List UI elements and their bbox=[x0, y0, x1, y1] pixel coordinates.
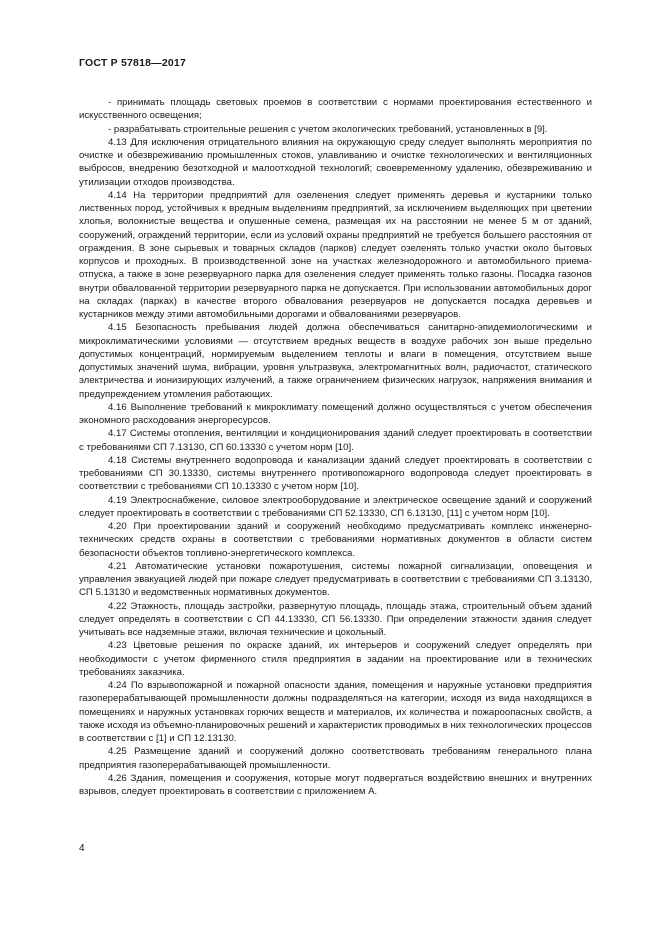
paragraph-4-20: 4.20 При проектировании зданий и сооружений необходимо предусматривать комплекс инженерно-технических средств охраны в соответствии с требованиями нормативных документов в области систем безопасности объектов топливно-энергетического комплекса. bbox=[79, 521, 592, 559]
paragraph-4-16: 4.16 Выполнение требований к микроклимату помещений должно осуществляться с учетом обеспечения экономного расходования энергоресурсов. bbox=[79, 401, 592, 426]
paragraph-4-21: 4.21 Автоматические установки пожаротушения, системы пожарной сигнализации, оповещения и управления эвакуацией людей при пожаре следует предусматривать в соответствии с требованиями СП 3.13130, СП 5.13130 и ведомственных нормативных документов. bbox=[79, 560, 592, 599]
body-text bbox=[79, 96, 592, 798]
page-number: 4 bbox=[79, 843, 85, 854]
paragraph-4-17: 4.17 Системы отопления, вентиляции и кондиционирования зданий следует проектировать в соответствии с требованиями СП 7.13130, СП 60.13330 с учетом норм [10]. bbox=[79, 428, 592, 453]
paragraph: - принимать площадь световых проемов в соответствии с нормами проектирования естественного и искусственного освещения; bbox=[79, 97, 592, 122]
paragraph-4-22: 4.22 Этажность, площадь застройки, развернутую площадь, площадь этажа, строительный объем зданий следует определять в соответствии с СП 44.13330, СП 56.13330. При определении этажности здания следует учитывать все надземные этажи, включая технические и цокольный. bbox=[79, 600, 592, 638]
paragraph-4-24: 4.24 По взрывопожарной и пожарной опасности здания, помещения и наружные установки предприятия газоперерабатывающей промышленности должны подразделяться на категории, исходя из вида находящихся в помещениях и наружных установках горючих веществ и материалов, их количества и пожароопасных свойств, а также исходя из объемно-планировочных решений и характеристик проводимых в них технологических процессов в соответствии с [1] и СП 12.13130. bbox=[79, 680, 592, 744]
paragraph: - разрабатывать строительные решения с учетом экологических требований, установленных в [9]. bbox=[108, 123, 548, 135]
paragraph-4-19: 4.19 Электроснабжение, силовое электрооборудование и электрическое освещение зданий и сооружений следует проектировать в соответствии с требованиями СП 52.13330, СП 6.13130, [11] с учетом норм [10]. bbox=[79, 494, 592, 519]
standard-designation: ГОСТ Р 57818—2017 bbox=[79, 57, 187, 69]
paragraph-4-25: 4.25 Размещение зданий и сооружений должно соответствовать требованиям генерального плана предприятия газоперерабатывающей промышленности. bbox=[79, 746, 592, 771]
paragraph-4-26: 4.26 Здания, помещения и сооружения, которые могут подвергаться воздействию внешних и внутренних взрывов, следует проектировать в соответствии с приложением А. bbox=[79, 772, 592, 797]
paragraph-4-23: 4.23 Цветовые решения по окраске зданий, их интерьеров и сооружений следует определять при необходимости с учетом фирменного стиля предприятия в задании на проектирование или в технических требованиях заказчика. bbox=[79, 640, 592, 678]
paragraph-4-15: 4.15 Безопасность пребывания людей должна обеспечиваться санитарно-эпидемиологическими и микроклиматическими условиями — отсутствием вредных веществ в воздухе рабочих зон выше предельно допустимых концентраций, нормируемым выделением теплоты и влаги в помещения, отсутствием выше допустимых значений шума, вибрации, уровня ультразвука, электромагнитных волн, радиочастот, статического электричества и ионизирующих излучений, а также ограничением физических нагрузок, напряжения внимания и предупреждением утомления работающих. bbox=[79, 322, 592, 400]
paragraph-4-14: 4.14 На территории предприятий для озеленения следует применять деревья и кустарники только лиственных пород, устойчивых к вредным выделениям предприятий, за исключением выделяющих при цветении хлопья, волокнистые вещества и опушенные семена, размещая их на расстоянии не менее 5 м от зданий, сооружений, ограждений территории, если из условий охраны предприятий не требуется большего расстояния от ограждения. В зоне сырьевых и товарных складов (парков) следует озеленять только участки около бытовых корпусов и проходных. В производственной зоне на участках железнодорожного и автомобильного приема-отпуска, а также в зоне резервуарного парка для озеленения следует применять только газоны. Посадка газонов внутри обвалованной территории резервуарного парка не допускается. При использовании автомобильных дорог на складах (парках) в качестве второго обвалования резервуаров не допускается посадка деревьев и кустарников между этими автомобильными дорогами и обвалованиями резервуаров. bbox=[79, 189, 592, 320]
paragraph-4-18: 4.18 Системы внутреннего водопровода и канализации зданий следует проектировать в соответствии с требованиями СП 30.13330, системы внутреннего противопожарного водопровода следует проектировать в соответствии с требованиями СП 10.13330 с учетом норм [10]. bbox=[79, 454, 592, 493]
paragraph-4-13: 4.13 Для исключения отрицательного влияния на окружающую среду следует выполнять мероприятия по очистке и обезвреживанию промышленных стоков, улавливанию и очистке технологических и вентиляционных выбросов, внедрению безотходной и малоотходной технологий; своевременному удалению, обезвреживанию и утилизации отходов производства. bbox=[79, 136, 592, 188]
